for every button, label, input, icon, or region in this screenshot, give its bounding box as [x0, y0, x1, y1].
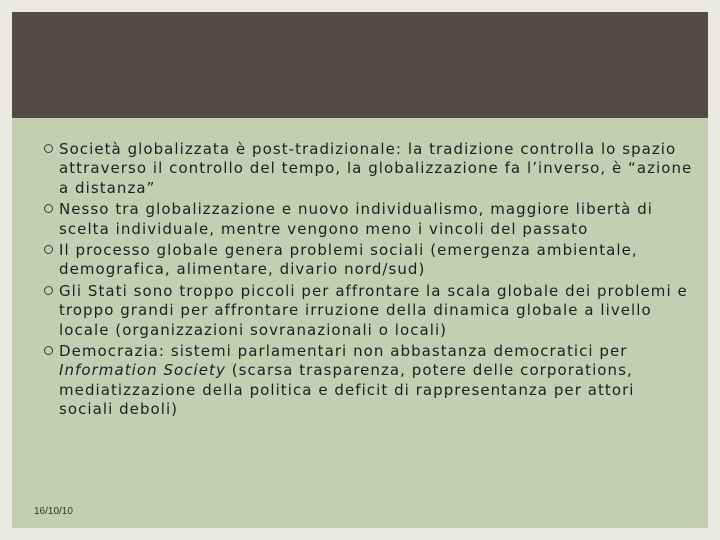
bullet-item	[44, 140, 694, 198]
bullet-item	[44, 342, 694, 420]
bullet-text-before: Democrazia: sistemi parlamentari non abbastanza democratici per	[59, 342, 628, 361]
bullet-text-after: (scarsa trasparenza, potere delle corporations, mediatizzazione della politica e deficit di rappresentanza per attori sociali deboli)	[59, 361, 635, 419]
title-band	[12, 12, 708, 118]
bullet-text: Gli Stati sono troppo piccoli per affrontare la scala globale dei problemi e troppo grandi per affrontare irruzione della dinamica globale a livello locale (organizzazioni sovranazionali o locali)	[59, 281, 688, 339]
bullet-circle-icon	[44, 144, 53, 153]
bullet-item	[44, 282, 694, 340]
bullet-text: Il processo globale genera problemi sociali (emergenza ambientale, demografica, alimentare, divario nord/sud)	[59, 241, 638, 279]
bullet-text: Società globalizzata è post-tradizionale: la tradizione controlla lo spazio attraverso il controllo del tempo, la globalizzazione fa l’inverso, è “azione a distanza”	[59, 140, 693, 197]
footer-date: 16/10/10	[34, 506, 73, 517]
bullet-text-emphasis: Information Society	[59, 361, 226, 380]
bullet-circle-icon	[44, 286, 53, 295]
bullet-circle-icon	[44, 245, 53, 254]
bullet-item	[44, 200, 694, 239]
bullet-item	[44, 241, 694, 280]
bullet-circle-icon	[44, 346, 53, 355]
bullet-list	[44, 140, 694, 422]
bullet-circle-icon	[44, 204, 53, 213]
bullet-text: Nesso tra globalizzazione e nuovo individualismo, maggiore libertà di scelta individuale, mentre vengono meno i vincoli del passato	[59, 200, 653, 238]
